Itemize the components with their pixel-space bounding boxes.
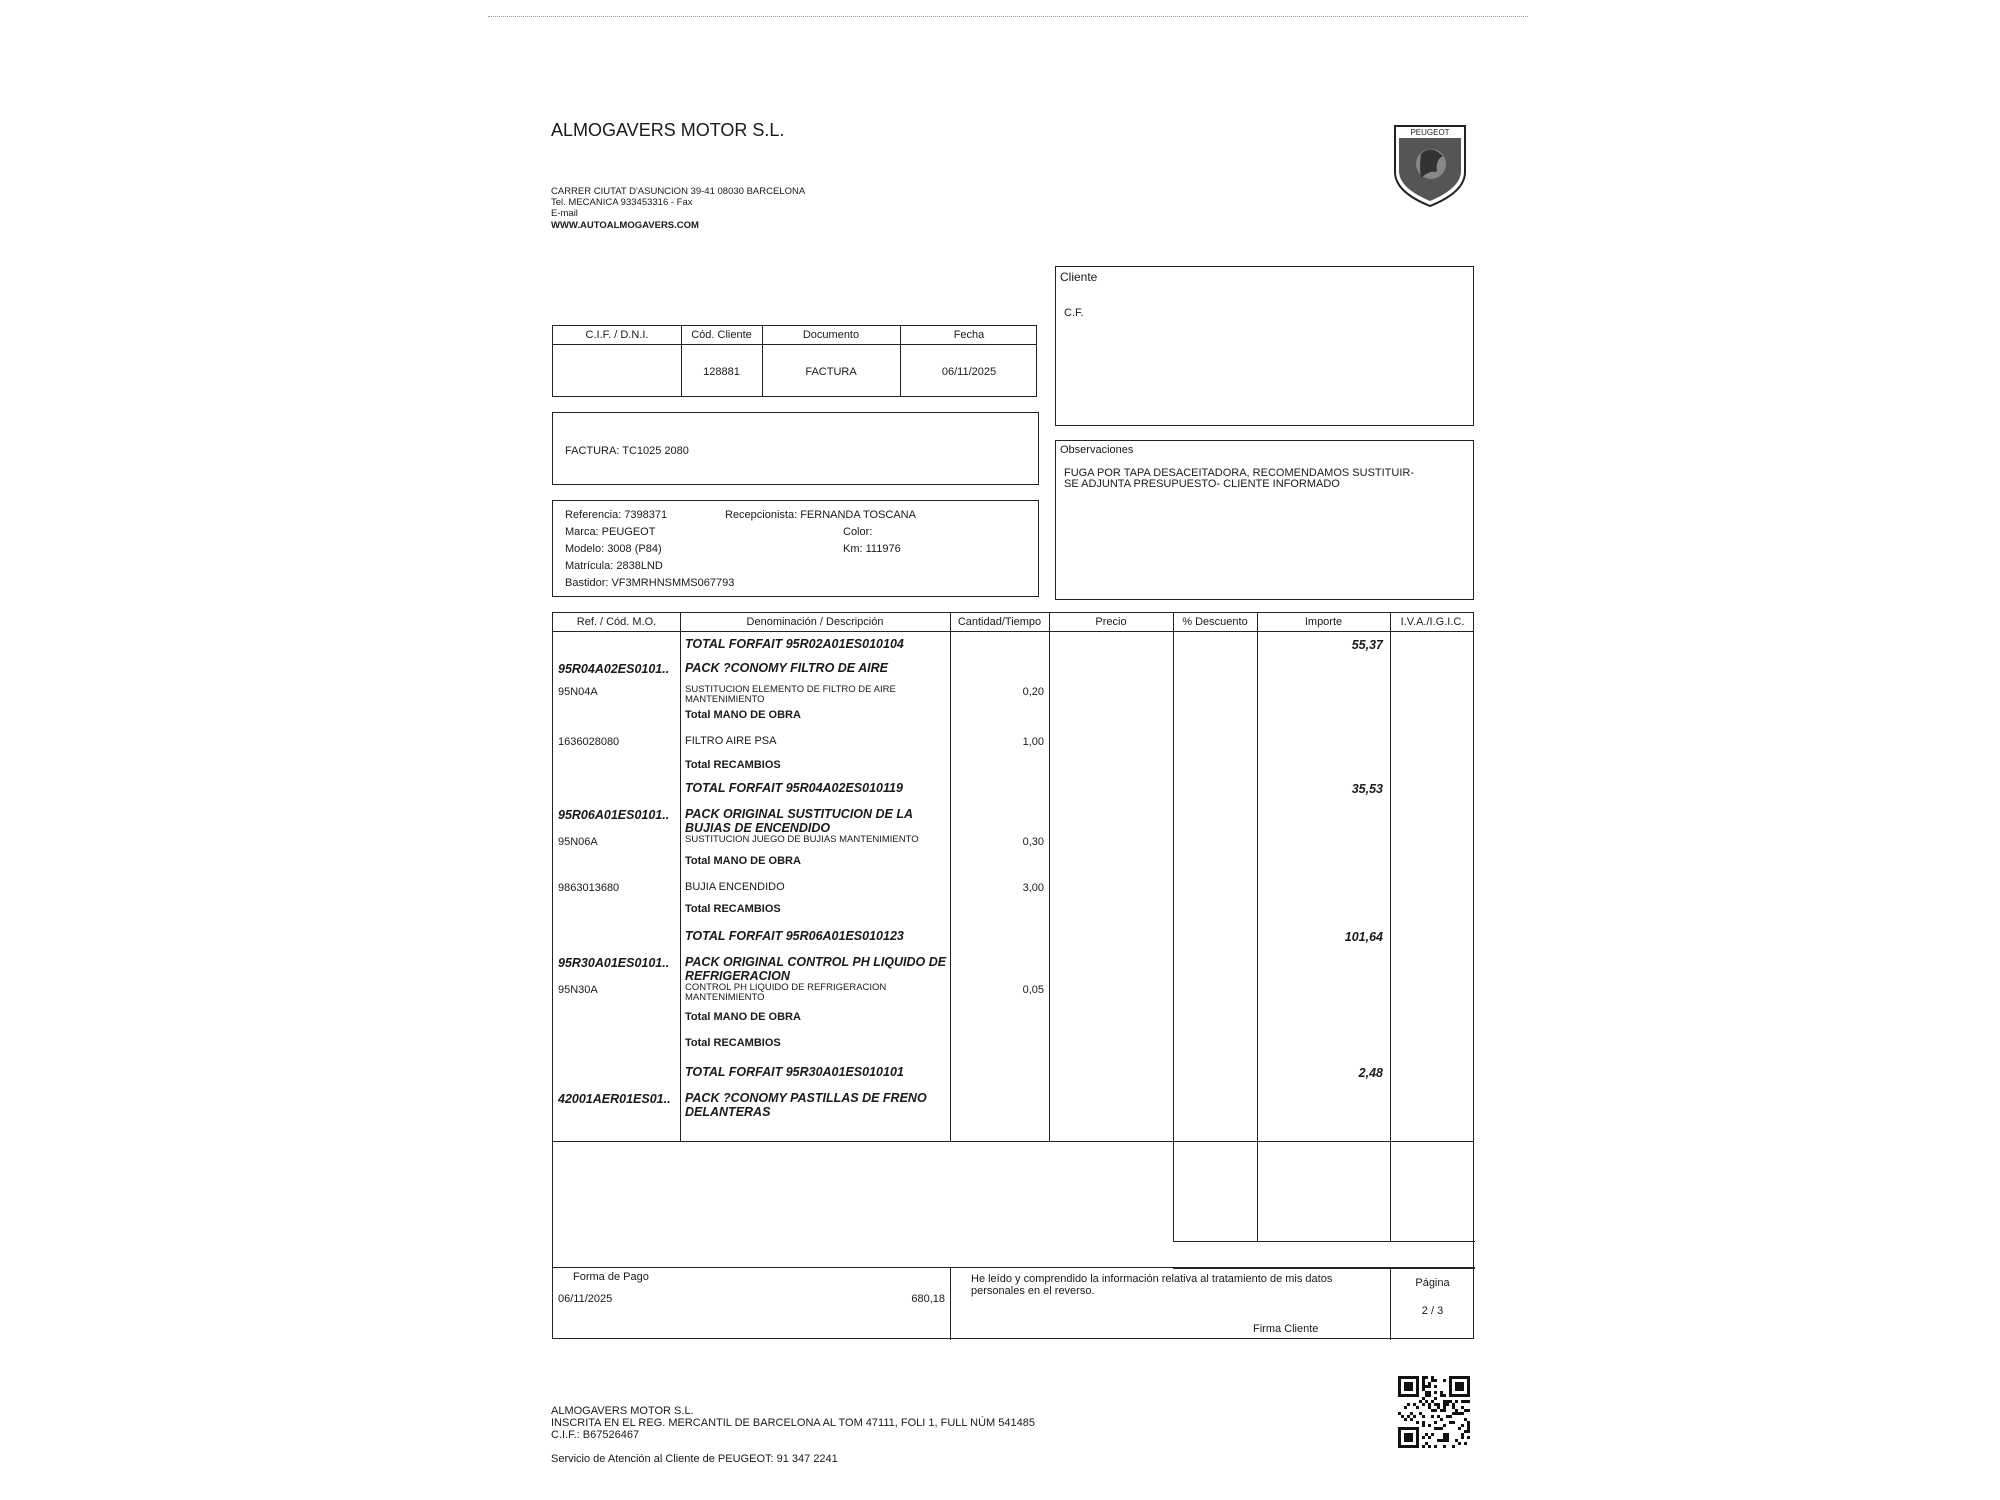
val-fecha: 06/11/2025 <box>941 366 997 378</box>
row-importe: 101,64 <box>1344 930 1383 944</box>
pagina-value: 2 / 3 <box>1421 1305 1444 1317</box>
factura-ref: FACTURA: TC1025 2080 <box>565 445 689 457</box>
observaciones-box <box>1055 440 1474 600</box>
row-desc: SUSTITUCION ELEMENTO DE FILTRO DE AIRE MANTENIMIENTO <box>685 684 896 705</box>
legal-company: ALMOGAVERS MOTOR S.L. <box>551 1405 694 1417</box>
row-ref: 1636028080 <box>558 736 620 748</box>
row-importe: 35,53 <box>1351 782 1383 796</box>
vehicle-recepcionista: Recepcionista: FERNANDA TOSCANA <box>725 509 916 521</box>
pagina-label: Página <box>1415 1277 1450 1289</box>
row-desc: PACK ?CONOMY PASTILLAS DE FRENO DELANTERAS <box>685 1091 927 1119</box>
cliente-value: C.F. <box>1064 307 1084 319</box>
forma-pago-label: Forma de Pago <box>573 1271 649 1283</box>
line-items-table <box>552 612 1474 1339</box>
vehicle-box <box>552 500 1039 597</box>
firma-cliente: Firma Cliente <box>1253 1323 1319 1335</box>
observaciones-line1: FUGA POR TAPA DESACEITADORA, RECOMENDAMOS SUSTITUIR- <box>1064 467 1415 479</box>
col-ref: Ref. / Cód. M.O. <box>576 616 657 628</box>
row-ref: 95N06A <box>558 836 598 848</box>
table-row <box>553 803 1473 835</box>
hdr-documento: Documento <box>802 329 860 341</box>
scan-edge-line <box>488 16 1528 17</box>
row-importe: 55,37 <box>1351 638 1383 652</box>
row-desc: Total RECAMBIOS <box>685 759 781 771</box>
company-name: ALMOGAVERS MOTOR S.L. <box>551 120 785 140</box>
row-qty: 0,05 <box>1022 984 1044 996</box>
table-row <box>553 1033 1473 1061</box>
vehicle-bastidor: Bastidor: VF3MRHNSMMS067793 <box>565 577 735 589</box>
table-row <box>553 899 1473 925</box>
hdr-cod-cliente: Cód. Cliente <box>691 329 752 341</box>
table-row <box>553 681 1473 705</box>
row-desc: PACK ORIGINAL SUSTITUCION DE LA BUJIAS DE ENCENDIDO <box>685 807 913 835</box>
vehicle-referencia: Referencia: 7398371 <box>565 509 668 521</box>
table-row <box>553 731 1473 755</box>
row-desc: Total MANO DE OBRA <box>685 709 801 721</box>
table-row <box>553 831 1473 851</box>
col-iva: I.V.A./I.G.I.C. <box>1400 616 1465 628</box>
col-cantidad: Cantidad/Tiempo <box>957 616 1042 628</box>
hdr-fecha: Fecha <box>953 329 985 341</box>
legal-cif: C.I.F.: B67526467 <box>551 1429 640 1441</box>
table-row <box>553 705 1473 731</box>
table-row <box>553 1007 1473 1033</box>
row-ref: 42001AER01ES01.. <box>558 1092 671 1106</box>
fecha-pago: 06/11/2025 <box>558 1293 613 1305</box>
table-row <box>553 1061 1473 1087</box>
row-desc: PACK ORIGINAL CONTROL PH LIQUIDO DE REFRIGERACION <box>685 955 947 983</box>
observaciones-label: Observaciones <box>1060 444 1134 456</box>
row-ref: 95N30A <box>558 984 598 996</box>
legal-registro: INSCRITA EN EL REG. MERCANTIL DE BARCELONA AL TOM 47111, FOLI 1, FULL NÚM 541485 <box>551 1417 1035 1429</box>
cliente-box <box>1055 266 1474 426</box>
table-row <box>553 657 1473 681</box>
val-documento: FACTURA <box>805 366 857 378</box>
table-row <box>553 851 1473 877</box>
vehicle-km: Km: 111976 <box>843 543 901 555</box>
hdr-cif: C.I.F. / D.N.I. <box>585 329 649 341</box>
row-desc: Total RECAMBIOS <box>685 1037 781 1049</box>
service-phone: Servicio de Atención al Cliente de PEUGEOT: 91 347 2241 <box>551 1453 838 1465</box>
company-email: E-mail <box>551 208 578 219</box>
row-desc: Total MANO DE OBRA <box>685 855 801 867</box>
row-ref: 9863013680 <box>558 882 620 894</box>
row-desc: BUJIA ENCENDIDO <box>685 881 785 893</box>
row-ref: 95N04A <box>558 686 598 698</box>
col-descuento: % Descuento <box>1182 616 1248 628</box>
factura-ref-box <box>552 412 1039 485</box>
vehicle-matricula: Matrícula: 2838LND <box>565 560 663 572</box>
val-cod-cliente: 128881 <box>703 366 740 378</box>
row-desc: FILTRO AIRE PSA <box>685 735 777 747</box>
col-precio: Precio <box>1095 616 1127 628</box>
row-qty: 1,00 <box>1022 736 1044 748</box>
privacy-notice: He leído y comprendido la información relativa al tratamiento de mis datos personales en el reverso. <box>971 1273 1333 1297</box>
row-desc: CONTROL PH LIQUIDO DE REFRIGERACION MANTENIMIENTO <box>685 982 887 1003</box>
row-desc: TOTAL FORFAIT 95R30A01ES010101 <box>685 1065 904 1079</box>
col-descripcion: Denominación / Descripción <box>746 616 884 628</box>
observaciones-line2: SE ADJUNTA PRESUPUESTO- CLIENTE INFORMADO <box>1064 478 1340 490</box>
vehicle-color: Color: <box>843 526 873 538</box>
table-row <box>553 755 1473 777</box>
row-importe: 2,48 <box>1358 1066 1383 1080</box>
row-desc: TOTAL FORFAIT 95R06A01ES010123 <box>685 929 904 943</box>
col-importe: Importe <box>1304 616 1343 628</box>
vehicle-marca: Marca: PEUGEOT <box>565 526 656 538</box>
table-row <box>553 1087 1473 1119</box>
cliente-label: Cliente <box>1060 270 1098 284</box>
row-desc: PACK ?CONOMY FILTRO DE AIRE <box>685 661 889 675</box>
table-row <box>553 925 1473 951</box>
row-desc: Total RECAMBIOS <box>685 903 781 915</box>
peugeot-logo <box>1391 122 1469 208</box>
row-ref: 95R30A01ES0101.. <box>558 956 670 970</box>
table-row <box>553 777 1473 803</box>
row-qty: 3,00 <box>1022 882 1044 894</box>
row-qty: 0,30 <box>1022 836 1044 848</box>
line-items-rows <box>553 631 1473 1141</box>
row-desc: SUSTITUCION JUEGO DE BUJIAS MANTENIMIENTO <box>685 834 919 845</box>
logo-text: PEUGEOT <box>1410 128 1450 137</box>
doc-header-table <box>552 325 1037 397</box>
company-phone: Tel. MECANICA 933453316 - Fax <box>551 197 693 208</box>
row-ref: 95R06A01ES0101.. <box>558 808 670 822</box>
table-row <box>553 979 1473 1007</box>
qr-code <box>1398 1376 1470 1448</box>
row-qty: 0,20 <box>1022 686 1044 698</box>
table-row <box>553 951 1473 983</box>
table-row <box>553 877 1473 899</box>
row-desc: Total MANO DE OBRA <box>685 1011 801 1023</box>
total-pago: 680,18 <box>911 1293 945 1305</box>
row-desc: TOTAL FORFAIT 95R04A02ES010119 <box>685 781 903 795</box>
company-web: WWW.AUTOALMOGAVERS.COM <box>551 220 699 231</box>
row-ref: 95R04A02ES0101.. <box>558 662 670 676</box>
table-row <box>553 633 1473 657</box>
vehicle-modelo: Modelo: 3008 (P84) <box>565 543 662 555</box>
company-address: CARRER CIUTAT D'ASUNCION 39-41 08030 BARCELONA <box>551 186 806 197</box>
row-desc: TOTAL FORFAIT 95R02A01ES010104 <box>685 637 904 651</box>
